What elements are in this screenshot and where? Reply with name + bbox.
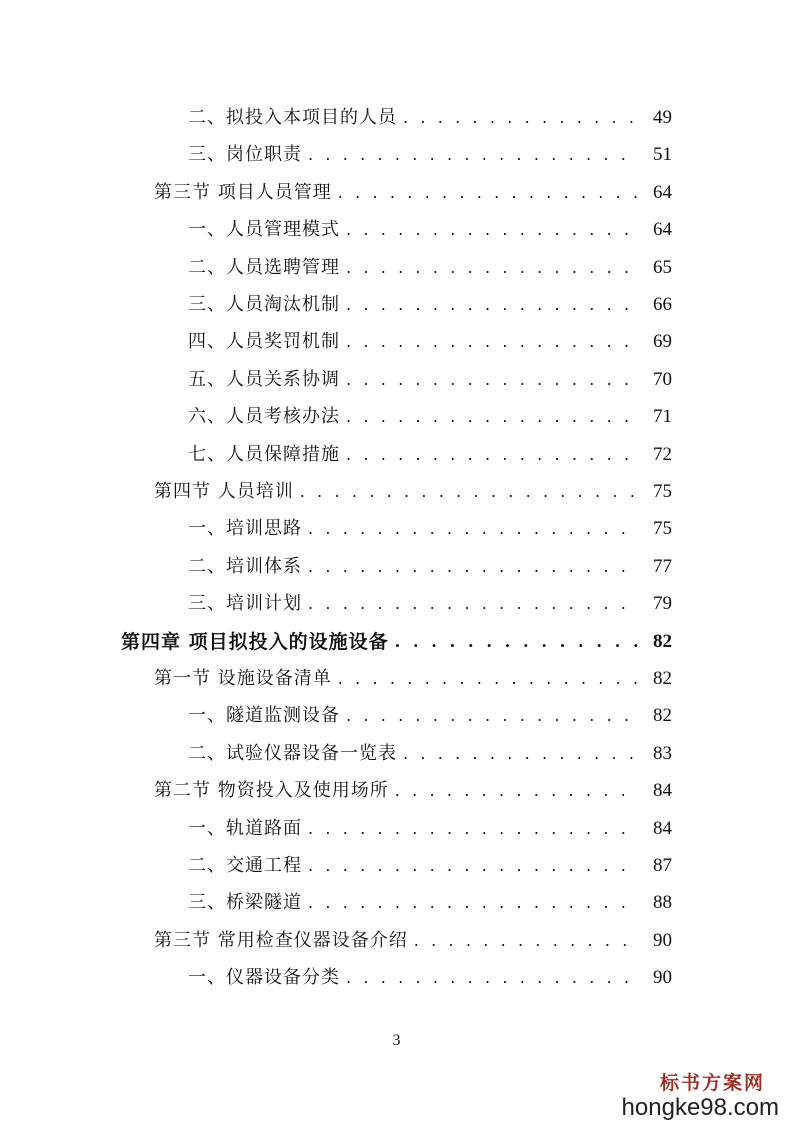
toc-entry-page: 64 (653, 181, 672, 203)
toc-entry[interactable] (188, 850, 672, 882)
toc-entry-title: 一、仪器设备分类 (188, 967, 340, 989)
toc-entry[interactable] (121, 626, 672, 658)
toc-entry[interactable] (188, 513, 672, 545)
toc-entry[interactable] (154, 663, 672, 695)
toc-entry[interactable] (188, 102, 672, 134)
toc-entry-title: 一、隧道监测设备 (188, 705, 340, 727)
toc-entry-title: 五、人员关系协调 (188, 368, 340, 390)
toc-dot-leader (414, 925, 638, 957)
toc-entry[interactable] (188, 326, 672, 358)
toc-entry-title: 六、人员考核办法 (188, 406, 340, 428)
toc-dot-leader (346, 700, 638, 732)
toc-dot-leader (346, 439, 638, 471)
toc-dot-leader (346, 364, 638, 396)
toc-entry[interactable] (188, 364, 672, 396)
toc-entry-page: 65 (653, 256, 672, 278)
toc-dot-leader (308, 887, 638, 919)
toc-entry-page: 77 (653, 555, 672, 577)
toc-entry-title: 二、培训体系 (188, 555, 302, 577)
toc-entry-title: 一、培训思路 (188, 518, 302, 540)
toc-dot-leader (300, 476, 638, 508)
toc-entry-page: 82 (653, 668, 672, 689)
toc-entry-page: 82 (653, 705, 672, 727)
toc-entry[interactable] (188, 214, 672, 246)
toc-entry[interactable] (188, 962, 672, 994)
toc-entry[interactable] (154, 775, 672, 807)
toc-entry-page: 51 (653, 144, 672, 166)
toc-entry[interactable] (188, 813, 672, 845)
toc-dot-leader (338, 663, 638, 695)
toc-entry[interactable] (154, 177, 672, 209)
toc-entry-title: 第一节 设施设备清单 (154, 668, 332, 689)
toc-dot-leader (346, 252, 638, 284)
toc-entry-title: 第四章 项目拟投入的设施设备 (121, 630, 389, 653)
toc-dot-leader (346, 962, 638, 994)
toc-dot-leader (308, 850, 638, 882)
toc-entry-page: 70 (653, 368, 672, 390)
toc-entry-title: 第三节 项目人员管理 (154, 181, 332, 203)
toc-entry[interactable] (154, 476, 672, 508)
toc-entry-page: 82 (653, 630, 672, 652)
toc-entry-page: 84 (653, 780, 672, 802)
toc-entry-title: 二、试验仪器设备一览表 (188, 742, 397, 764)
toc-entry-page: 87 (653, 855, 672, 876)
toc-entry-title: 三、桥梁隧道 (188, 892, 302, 914)
page-number: 3 (392, 1032, 401, 1049)
toc-entry-title: 一、轨道路面 (188, 817, 302, 839)
toc-entry-title: 四、人员奖罚机制 (188, 331, 340, 353)
toc-dot-leader (338, 177, 638, 209)
toc-entry-title: 二、交通工程 (188, 855, 302, 876)
toc-entry[interactable] (154, 925, 672, 957)
toc-entry-page: 75 (653, 481, 672, 502)
toc-entry-title: 七、人员保障措施 (188, 443, 340, 465)
toc-entry-page: 83 (653, 742, 672, 764)
toc-entry[interactable] (188, 738, 672, 770)
toc-entry[interactable] (188, 700, 672, 732)
toc-dot-leader (395, 775, 638, 807)
toc-dot-leader (346, 401, 638, 433)
toc-entry-title: 三、人员淘汰机制 (188, 294, 340, 315)
toc-entry[interactable] (188, 439, 672, 471)
toc-entry[interactable] (188, 252, 672, 284)
toc-dot-leader (346, 289, 638, 321)
toc-entry-page: 49 (653, 107, 672, 128)
toc-entry-page: 64 (653, 219, 672, 241)
toc-dot-leader (346, 214, 638, 246)
watermark-name: 标书方案网 (659, 1072, 765, 1094)
toc-dot-leader (308, 513, 638, 545)
toc-entry-title: 第四节 人员培训 (154, 481, 294, 502)
toc-dot-leader (308, 588, 638, 620)
toc-entry-page: 66 (653, 294, 672, 315)
toc-entry[interactable] (188, 289, 672, 321)
toc-dot-leader (403, 738, 638, 770)
toc-entry-title: 第二节 物资投入及使用场所 (154, 780, 389, 802)
toc-dot-leader (346, 326, 638, 358)
watermark-domain: hongke98.com (621, 1094, 779, 1121)
toc-entry[interactable] (188, 139, 672, 171)
toc-dot-leader (308, 139, 638, 171)
toc-entry[interactable] (188, 588, 672, 620)
toc-entry-title: 二、人员选聘管理 (188, 256, 340, 278)
toc-entry-page: 88 (653, 892, 672, 914)
toc-entry-title: 一、人员管理模式 (188, 219, 340, 241)
toc-entry-page: 69 (653, 331, 672, 353)
toc-entry-title: 第三节 常用检查仪器设备介绍 (154, 929, 408, 951)
toc-entry-page: 71 (653, 406, 672, 428)
toc-dot-leader (395, 626, 638, 658)
toc-entry-title: 三、岗位职责 (188, 144, 302, 166)
toc-entry-page: 72 (653, 443, 672, 465)
toc-dot-leader (308, 813, 638, 845)
toc-entry-page: 84 (653, 817, 672, 839)
toc-dot-leader (308, 551, 638, 583)
toc-entry-page: 79 (653, 593, 672, 615)
toc-entry-page: 75 (653, 518, 672, 540)
toc-entry[interactable] (188, 401, 672, 433)
toc-entry[interactable] (188, 887, 672, 919)
toc-entry-title: 三、培训计划 (188, 593, 302, 615)
toc-entry-page: 90 (653, 929, 672, 951)
toc-entry-title: 二、拟投入本项目的人员 (188, 107, 397, 128)
toc-dot-leader (403, 102, 638, 134)
watermark (622, 1068, 779, 1121)
toc-entry[interactable] (188, 551, 672, 583)
toc-entry-page: 90 (653, 967, 672, 989)
